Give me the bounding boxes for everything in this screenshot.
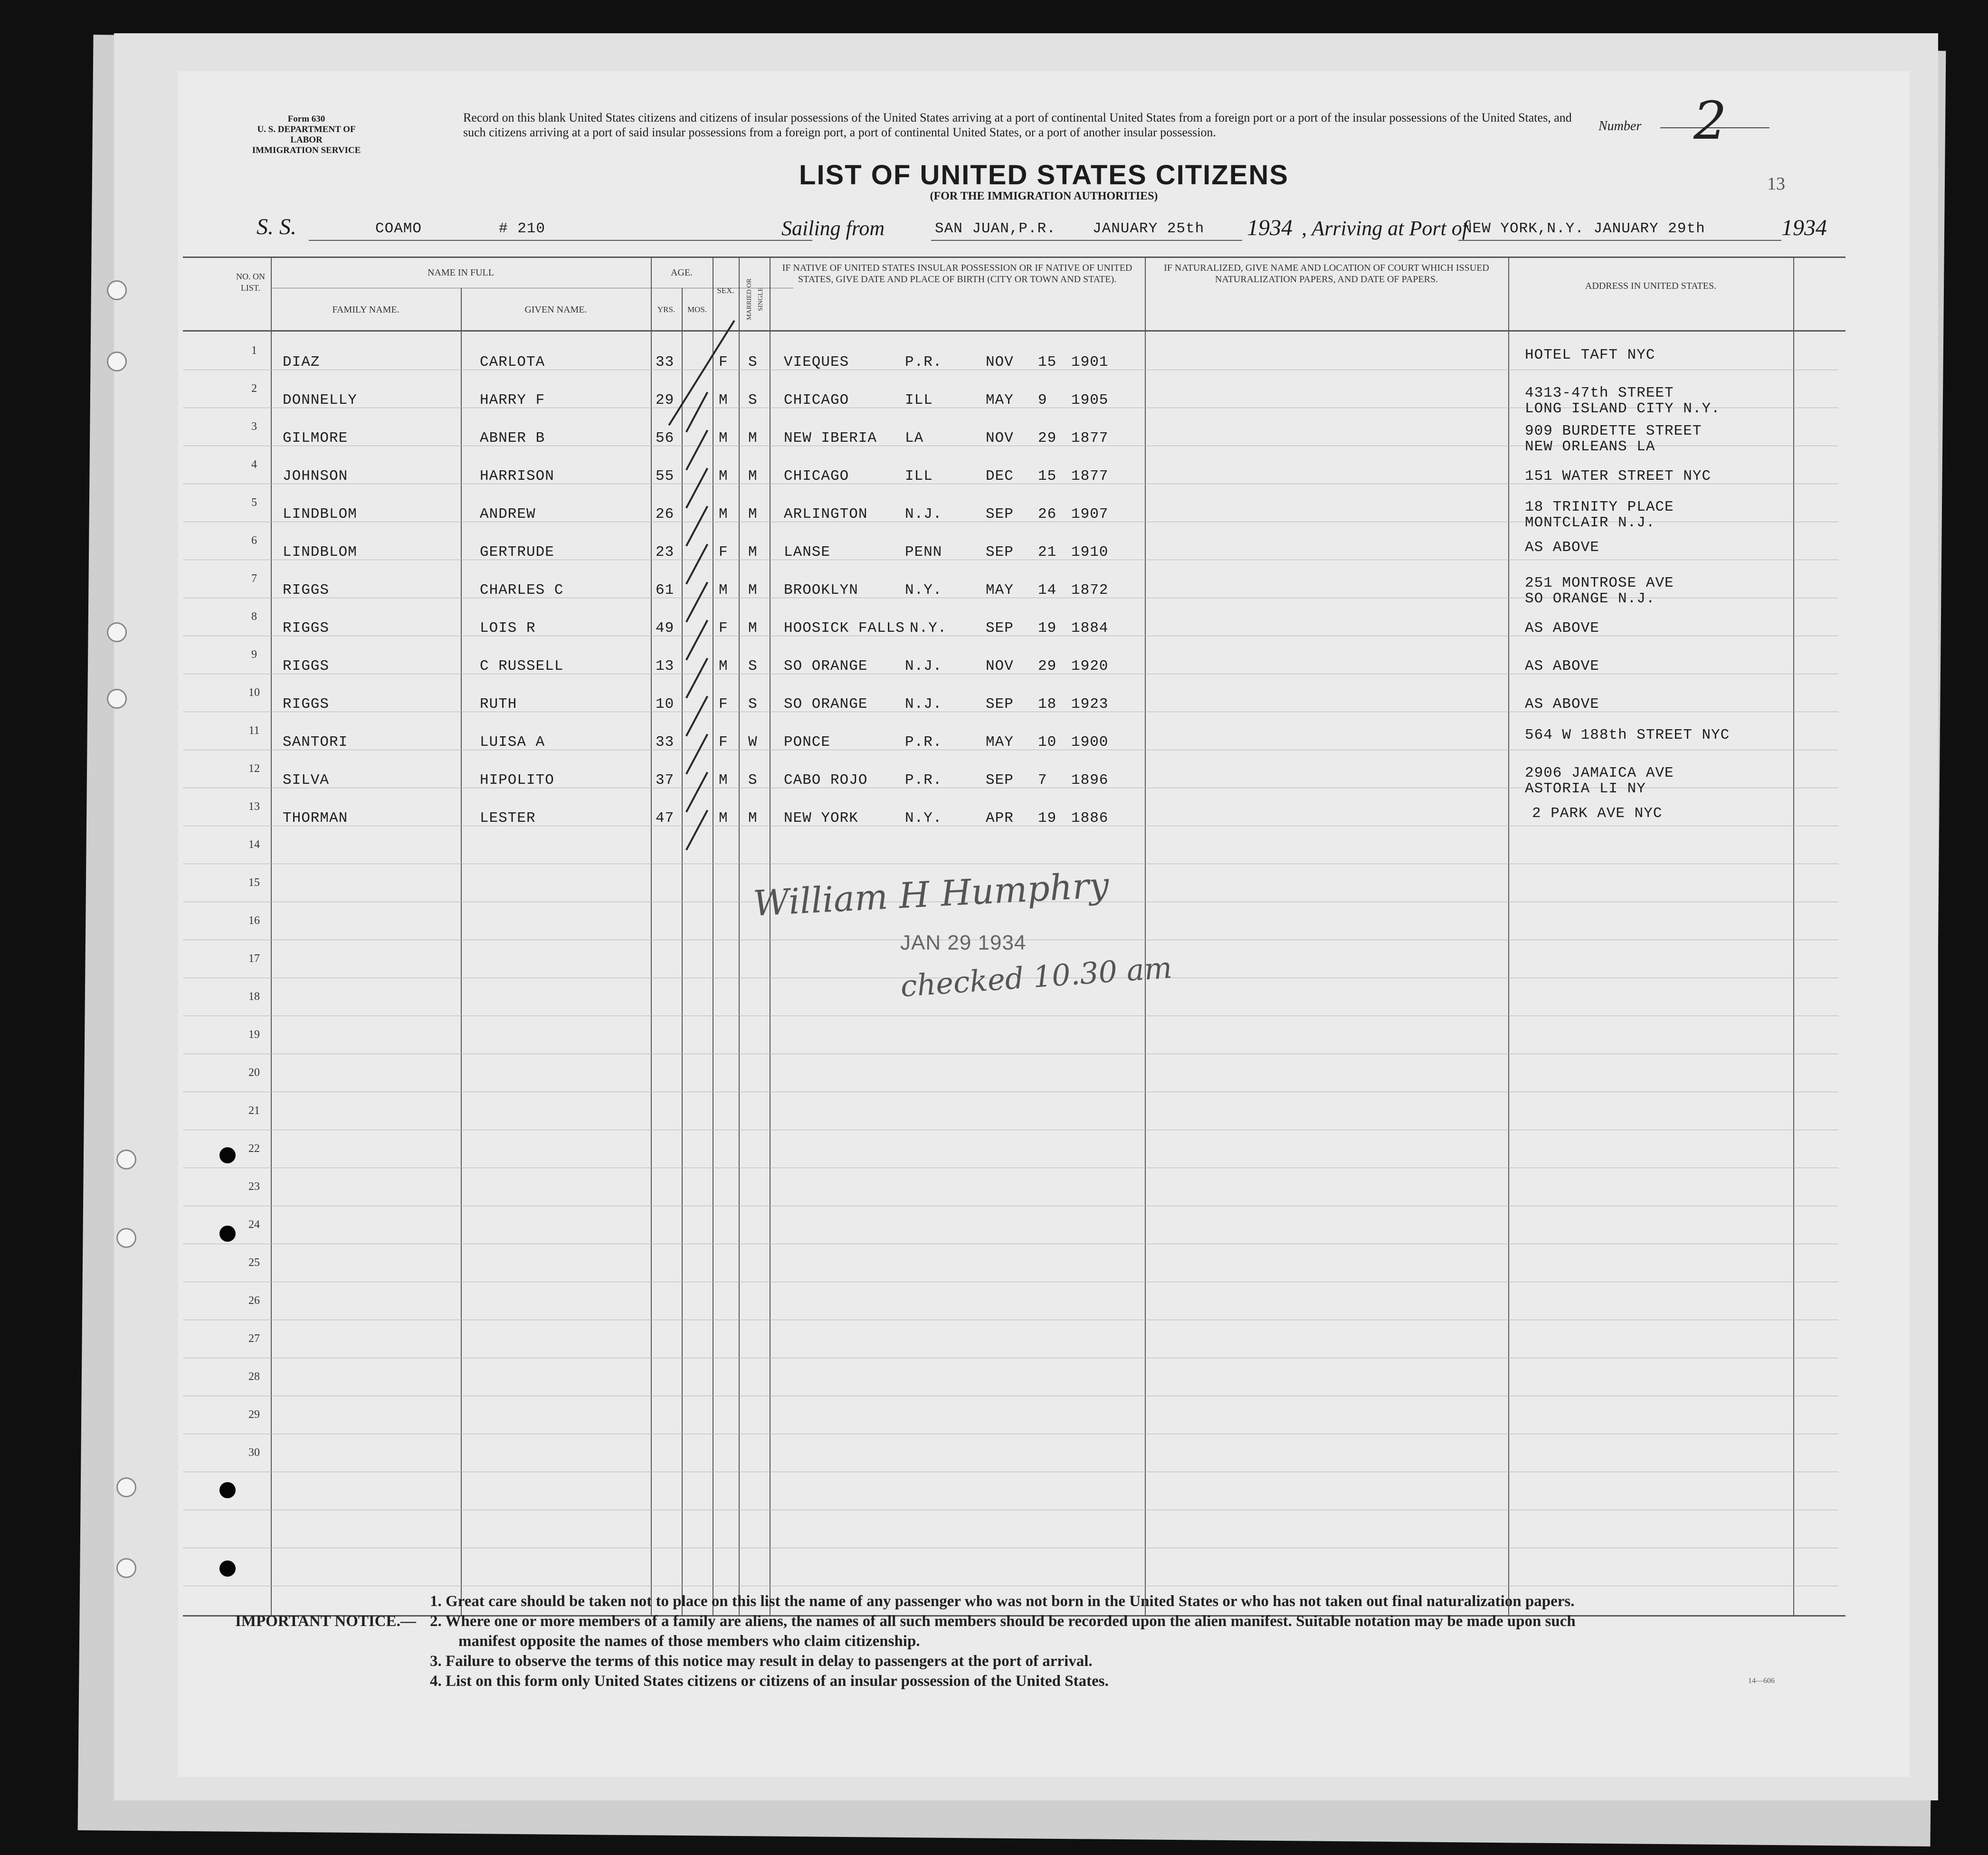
birth-day: 29 bbox=[1038, 430, 1057, 447]
sex: M bbox=[719, 392, 728, 409]
col-birth-header: IF NATIVE OF UNITED STATES INSULAR POSSESSION OR IF NATIVE OF UNITED STATES, GIVE DATE AND PLACE OF BIRTH (CITY OR TOWN AND STATE). bbox=[782, 263, 1132, 285]
birth-month: SEP bbox=[986, 620, 1014, 637]
age-years: 56 bbox=[656, 430, 675, 447]
number-value: 2 bbox=[1693, 90, 1727, 151]
binder-hole bbox=[107, 622, 127, 642]
given-name: CARLOTA bbox=[480, 354, 545, 371]
address-line-1: AS ABOVE bbox=[1525, 696, 1599, 713]
row-number: 6 bbox=[251, 534, 257, 547]
birth-month: MAY bbox=[986, 392, 1014, 409]
birth-month: SEP bbox=[986, 772, 1014, 789]
row-number: 4 bbox=[251, 458, 257, 471]
age-years: 10 bbox=[656, 696, 675, 713]
marital-status: M bbox=[748, 620, 758, 637]
punch-hole bbox=[219, 1226, 236, 1242]
col-family-header: FAMILY NAME. bbox=[332, 304, 400, 315]
birth-month: APR bbox=[986, 810, 1014, 827]
sex: M bbox=[719, 506, 728, 523]
given-name: RUTH bbox=[480, 696, 517, 713]
marital-status: M bbox=[748, 582, 758, 599]
family-name: THORMAN bbox=[283, 810, 348, 827]
birth-place: NEW YORK bbox=[784, 810, 858, 827]
birth-state: P.R. bbox=[905, 734, 942, 751]
birth-day: 7 bbox=[1038, 772, 1047, 789]
birth-state: N.Y. bbox=[905, 810, 942, 827]
arrival-year: 1934 bbox=[1781, 215, 1827, 240]
punch-hole bbox=[219, 1147, 236, 1163]
birth-day: 19 bbox=[1038, 620, 1057, 637]
given-name: HARRY F bbox=[480, 392, 545, 409]
form-title: LIST OF UNITED STATES CITIZENS bbox=[799, 160, 1289, 190]
row-number: 14 bbox=[248, 838, 260, 851]
family-name: DONNELLY bbox=[283, 392, 357, 409]
birth-year: 1877 bbox=[1071, 430, 1109, 447]
birth-month: MAY bbox=[986, 734, 1014, 751]
punch-hole bbox=[219, 1482, 236, 1498]
birth-day: 15 bbox=[1038, 354, 1057, 371]
birth-month: DEC bbox=[986, 468, 1014, 485]
row-number: 12 bbox=[248, 762, 260, 775]
given-name: LESTER bbox=[480, 810, 536, 827]
birth-state: ILL bbox=[905, 392, 933, 409]
age-years: 47 bbox=[656, 810, 675, 827]
birth-place: PONCE bbox=[784, 734, 831, 751]
birth-state: N.Y. bbox=[910, 620, 947, 637]
birth-state: ILL bbox=[905, 468, 933, 485]
notice-heading: IMPORTANT NOTICE.— bbox=[235, 1613, 416, 1630]
voyage-number: # 210 bbox=[499, 220, 546, 237]
checked-note: checked 10.30 am bbox=[899, 950, 1173, 1004]
row-number: 25 bbox=[248, 1256, 260, 1269]
given-name: HARRISON bbox=[480, 468, 554, 485]
marital-status: S bbox=[748, 392, 758, 409]
binder-hole bbox=[116, 1558, 136, 1578]
family-name: RIGGS bbox=[283, 696, 330, 713]
family-name: DIAZ bbox=[283, 354, 320, 371]
row-number: 3 bbox=[251, 420, 257, 433]
row-number: 19 bbox=[248, 1028, 260, 1041]
birth-day: 26 bbox=[1038, 506, 1057, 523]
address-line-2: ASTORIA LI NY bbox=[1525, 780, 1646, 797]
row-number: 7 bbox=[251, 572, 257, 585]
number-label: Number bbox=[1598, 119, 1642, 133]
ship-underline bbox=[309, 240, 812, 241]
family-name: RIGGS bbox=[283, 658, 330, 675]
birth-place: BROOKLYN bbox=[784, 582, 858, 599]
row-number: 22 bbox=[248, 1142, 260, 1155]
age-years: 26 bbox=[656, 506, 675, 523]
birth-place: LANSE bbox=[784, 544, 831, 561]
sex: M bbox=[719, 658, 728, 675]
age-years: 61 bbox=[656, 582, 675, 599]
given-name: GERTRUDE bbox=[480, 544, 554, 561]
col-address-header: ADDRESS IN UNITED STATES. bbox=[1585, 281, 1717, 291]
birth-year: 1872 bbox=[1071, 582, 1109, 599]
manifest-page bbox=[178, 71, 1910, 1777]
binder-hole bbox=[107, 689, 127, 709]
form-instructions: Record on this blank United States citizens and citizens of insular possessions of the United States arriving at a port of continental United States from a foreign port or a port of the insular possessions of the United States, and such citizens arriving at a port of said insular possessions from a foreign port, a port of continental United States, or a port of another insular possession. bbox=[463, 111, 1572, 139]
marital-status: M bbox=[748, 430, 758, 447]
family-name: JOHNSON bbox=[283, 468, 348, 485]
birth-month: SEP bbox=[986, 696, 1014, 713]
address-line-2: LONG ISLAND CITY N.Y. bbox=[1525, 400, 1721, 417]
form-number: Form 630 bbox=[287, 114, 325, 124]
sex: M bbox=[719, 430, 728, 447]
row-number: 8 bbox=[251, 610, 257, 623]
marital-status: M bbox=[748, 468, 758, 485]
row-number: 17 bbox=[248, 952, 260, 965]
voyage-line bbox=[257, 214, 1872, 247]
sex: F bbox=[719, 620, 728, 637]
binder-hole bbox=[107, 280, 127, 300]
address-line-1: AS ABOVE bbox=[1525, 620, 1599, 637]
arrival-port-date: NEW YORK,N.Y. JANUARY 29th bbox=[1463, 220, 1705, 237]
birth-day: 14 bbox=[1038, 582, 1057, 599]
birth-state: N.Y. bbox=[905, 582, 942, 599]
birth-year: 1907 bbox=[1071, 506, 1109, 523]
empty-row-numbers bbox=[183, 838, 278, 1508]
birth-place: SO ORANGE bbox=[784, 658, 868, 675]
birth-state: N.J. bbox=[905, 658, 942, 675]
birth-year: 1884 bbox=[1071, 620, 1109, 637]
marital-status: S bbox=[748, 354, 758, 371]
sex: F bbox=[719, 696, 728, 713]
given-name: ANDREW bbox=[480, 506, 536, 523]
birth-place: ARLINGTON bbox=[784, 506, 868, 523]
birth-state: LA bbox=[905, 430, 924, 447]
sex: M bbox=[719, 772, 728, 789]
given-name: ABNER B bbox=[480, 430, 545, 447]
birth-state: PENN bbox=[905, 544, 942, 561]
address-line-2: SO ORANGE N.J. bbox=[1525, 590, 1655, 607]
birth-state: P.R. bbox=[905, 354, 942, 371]
family-name: RIGGS bbox=[283, 620, 330, 637]
sailing-underline bbox=[931, 240, 1242, 241]
address-line-1: AS ABOVE bbox=[1525, 658, 1599, 675]
birth-year: 1896 bbox=[1071, 772, 1109, 789]
marital-status: M bbox=[748, 544, 758, 561]
birth-place: CHICAGO bbox=[784, 392, 849, 409]
given-name: LUISA A bbox=[480, 734, 545, 751]
birth-year: 1886 bbox=[1071, 810, 1109, 827]
marital-status: W bbox=[748, 734, 758, 751]
birth-month: SEP bbox=[986, 506, 1014, 523]
notice-item-4: 4. List on this form only United States citizens or citizens of an insular possession of the United States. bbox=[430, 1673, 1109, 1690]
address-line-1: 251 MONTROSE AVE bbox=[1525, 575, 1674, 591]
row-number: 13 bbox=[248, 800, 260, 813]
arrival-underline bbox=[1458, 240, 1781, 241]
family-name: LINDBLOM bbox=[283, 506, 357, 523]
birth-year: 1920 bbox=[1071, 658, 1109, 675]
address-line-1: 2 PARK AVE NYC bbox=[1532, 805, 1663, 822]
birth-year: 1905 bbox=[1071, 392, 1109, 409]
address-line-1: 18 TRINITY PLACE bbox=[1525, 499, 1674, 515]
given-name: C RUSSELL bbox=[480, 658, 564, 675]
birth-place: CABO ROJO bbox=[784, 772, 868, 789]
birth-year: 1901 bbox=[1071, 354, 1109, 371]
family-name: SANTORI bbox=[283, 734, 348, 751]
col-age-header: AGE. bbox=[670, 267, 693, 278]
birth-day: 10 bbox=[1038, 734, 1057, 751]
age-years: 33 bbox=[656, 354, 675, 371]
binder-hole bbox=[107, 352, 127, 371]
birth-month: NOV bbox=[986, 430, 1014, 447]
address-line-1: 4313-47th STREET bbox=[1525, 385, 1674, 401]
birth-day: 21 bbox=[1038, 544, 1057, 561]
row-number: 20 bbox=[248, 1066, 260, 1079]
address-line-1: 564 W 188th STREET NYC bbox=[1525, 727, 1730, 743]
verification-checkmarks bbox=[183, 349, 1845, 843]
col-given-header: GIVEN NAME. bbox=[524, 304, 587, 315]
sex: F bbox=[719, 734, 728, 751]
department-name: U. S. DEPARTMENT OF LABOR bbox=[257, 124, 356, 145]
birth-place: HOOSICK FALLS bbox=[784, 620, 905, 637]
birth-place: VIEQUES bbox=[784, 354, 849, 371]
marital-status: M bbox=[748, 506, 758, 523]
age-years: 13 bbox=[656, 658, 675, 675]
family-name: GILMORE bbox=[283, 430, 348, 447]
marital-status: S bbox=[748, 696, 758, 713]
row-number: 28 bbox=[248, 1370, 260, 1383]
sailing-year: 1934 bbox=[1247, 215, 1293, 240]
marital-status: M bbox=[748, 810, 758, 827]
ship-name: COAMO bbox=[375, 220, 422, 237]
birth-day: 9 bbox=[1038, 392, 1047, 409]
sex: M bbox=[719, 810, 728, 827]
sex: M bbox=[719, 582, 728, 599]
notice-item-2: 2. Where one or more members of a family are aliens, the names of all such members should be recorded upon the alien manifest. Suitable notation may be made upon such bbox=[430, 1613, 1576, 1630]
col-married-header: MARRIED OR SINGLE bbox=[746, 278, 764, 320]
address-line-1: AS ABOVE bbox=[1525, 539, 1599, 556]
birth-year: 1923 bbox=[1071, 696, 1109, 713]
binder-hole bbox=[116, 1477, 136, 1497]
address-line-1: 2906 JAMAICA AVE bbox=[1525, 765, 1674, 781]
age-years: 23 bbox=[656, 544, 675, 561]
age-years: 37 bbox=[656, 772, 675, 789]
address-line-2: NEW ORLEANS LA bbox=[1525, 438, 1655, 455]
col-naturalized-header: IF NATURALIZED, GIVE NAME AND LOCATION OF COURT WHICH ISSUED NATURALIZATION PAPERS, AND DATE OF PAPERS. bbox=[1164, 263, 1489, 285]
birth-day: 15 bbox=[1038, 468, 1057, 485]
row-number: 30 bbox=[248, 1446, 260, 1459]
sex: F bbox=[719, 354, 728, 371]
form-identity bbox=[247, 114, 366, 156]
birth-year: 1900 bbox=[1071, 734, 1109, 751]
address-line-1: HOTEL TAFT NYC bbox=[1525, 347, 1655, 363]
col-mos-header: MOS. bbox=[687, 305, 707, 314]
row-number: 24 bbox=[248, 1218, 260, 1231]
row-number: 1 bbox=[251, 344, 257, 357]
sex: M bbox=[719, 468, 728, 485]
marital-status: S bbox=[748, 772, 758, 789]
binder-hole bbox=[116, 1150, 136, 1170]
row-number: 21 bbox=[248, 1104, 260, 1117]
row-number: 29 bbox=[248, 1408, 260, 1421]
punch-hole bbox=[219, 1560, 236, 1577]
arriving-label: , Arriving at Port of bbox=[1302, 217, 1468, 240]
service-name: IMMIGRATION SERVICE bbox=[252, 145, 361, 155]
birth-month: NOV bbox=[986, 354, 1014, 371]
page-mark: 13 bbox=[1767, 174, 1785, 194]
address-line-1: 909 BURDETTE STREET bbox=[1525, 423, 1702, 439]
col-name-header: NAME IN FULL bbox=[428, 267, 494, 278]
print-code: 14—606 bbox=[1748, 1677, 1775, 1685]
birth-year: 1877 bbox=[1071, 468, 1109, 485]
row-number: 11 bbox=[248, 724, 260, 737]
family-name: LINDBLOM bbox=[283, 544, 357, 561]
address-line-2: MONTCLAIR N.J. bbox=[1525, 514, 1655, 531]
birth-state: N.J. bbox=[905, 506, 942, 523]
passenger-table bbox=[183, 257, 1845, 1615]
notice-item-1: 1. Great care should be taken not to place on this list the name of any passenger who was not born in the United States or who has not taken out final naturalization papers. bbox=[430, 1593, 1575, 1610]
row-number: 23 bbox=[248, 1180, 260, 1193]
row-number: 15 bbox=[248, 876, 260, 889]
birth-day: 18 bbox=[1038, 696, 1057, 713]
marital-status: S bbox=[748, 658, 758, 675]
row-number: 27 bbox=[248, 1332, 260, 1345]
row-number: 5 bbox=[251, 496, 257, 509]
birth-state: P.R. bbox=[905, 772, 942, 789]
ss-label: S. S. bbox=[257, 214, 296, 239]
birth-month: NOV bbox=[986, 658, 1014, 675]
row-number: 16 bbox=[248, 914, 260, 927]
address-line-1: 151 WATER STREET NYC bbox=[1525, 468, 1712, 485]
birth-state: N.J. bbox=[905, 696, 942, 713]
sex: F bbox=[719, 544, 728, 561]
col-sex-header: SEX. bbox=[717, 286, 734, 295]
row-number: 2 bbox=[251, 382, 257, 395]
sailing-date: JANUARY 25th bbox=[1093, 220, 1205, 237]
birth-day: 29 bbox=[1038, 658, 1057, 675]
row-number: 10 bbox=[248, 686, 260, 699]
birth-month: SEP bbox=[986, 544, 1014, 561]
sailing-port: SAN JUAN,P.R. bbox=[935, 220, 1056, 237]
notice-item-2-cont: manifest opposite the names of those members who claim citizenship. bbox=[458, 1633, 920, 1650]
age-years: 55 bbox=[656, 468, 675, 485]
birth-year: 1910 bbox=[1071, 544, 1109, 561]
row-number: 18 bbox=[248, 990, 260, 1003]
row-number: 9 bbox=[251, 648, 257, 661]
date-stamp: JAN 29 1934 bbox=[900, 931, 1027, 954]
notice-item-3: 3. Failure to observe the terms of this notice may result in delay to passengers at the port of arrival. bbox=[430, 1653, 1093, 1670]
birth-month: MAY bbox=[986, 582, 1014, 599]
given-name: CHARLES C bbox=[480, 582, 564, 599]
birth-place: NEW IBERIA bbox=[784, 430, 877, 447]
row-number: 26 bbox=[248, 1294, 260, 1307]
col-no-header: NO. ON LIST. bbox=[236, 272, 265, 293]
given-name: LOIS R bbox=[480, 620, 536, 637]
age-years: 49 bbox=[656, 620, 675, 637]
binder-hole bbox=[116, 1228, 136, 1248]
col-yrs-header: YRS. bbox=[657, 305, 675, 314]
sailing-label: Sailing from bbox=[781, 217, 885, 240]
inspector-signature: William H Humphry bbox=[752, 865, 1110, 924]
form-subtitle: (FOR THE IMMIGRATION AUTHORITIES) bbox=[930, 190, 1158, 202]
age-years: 33 bbox=[656, 734, 675, 751]
birth-day: 19 bbox=[1038, 810, 1057, 827]
given-name: HIPOLITO bbox=[480, 772, 554, 789]
family-name: SILVA bbox=[283, 772, 330, 789]
age-years: 29 bbox=[656, 392, 675, 409]
family-name: RIGGS bbox=[283, 582, 330, 599]
birth-place: CHICAGO bbox=[784, 468, 849, 485]
birth-place: SO ORANGE bbox=[784, 696, 868, 713]
